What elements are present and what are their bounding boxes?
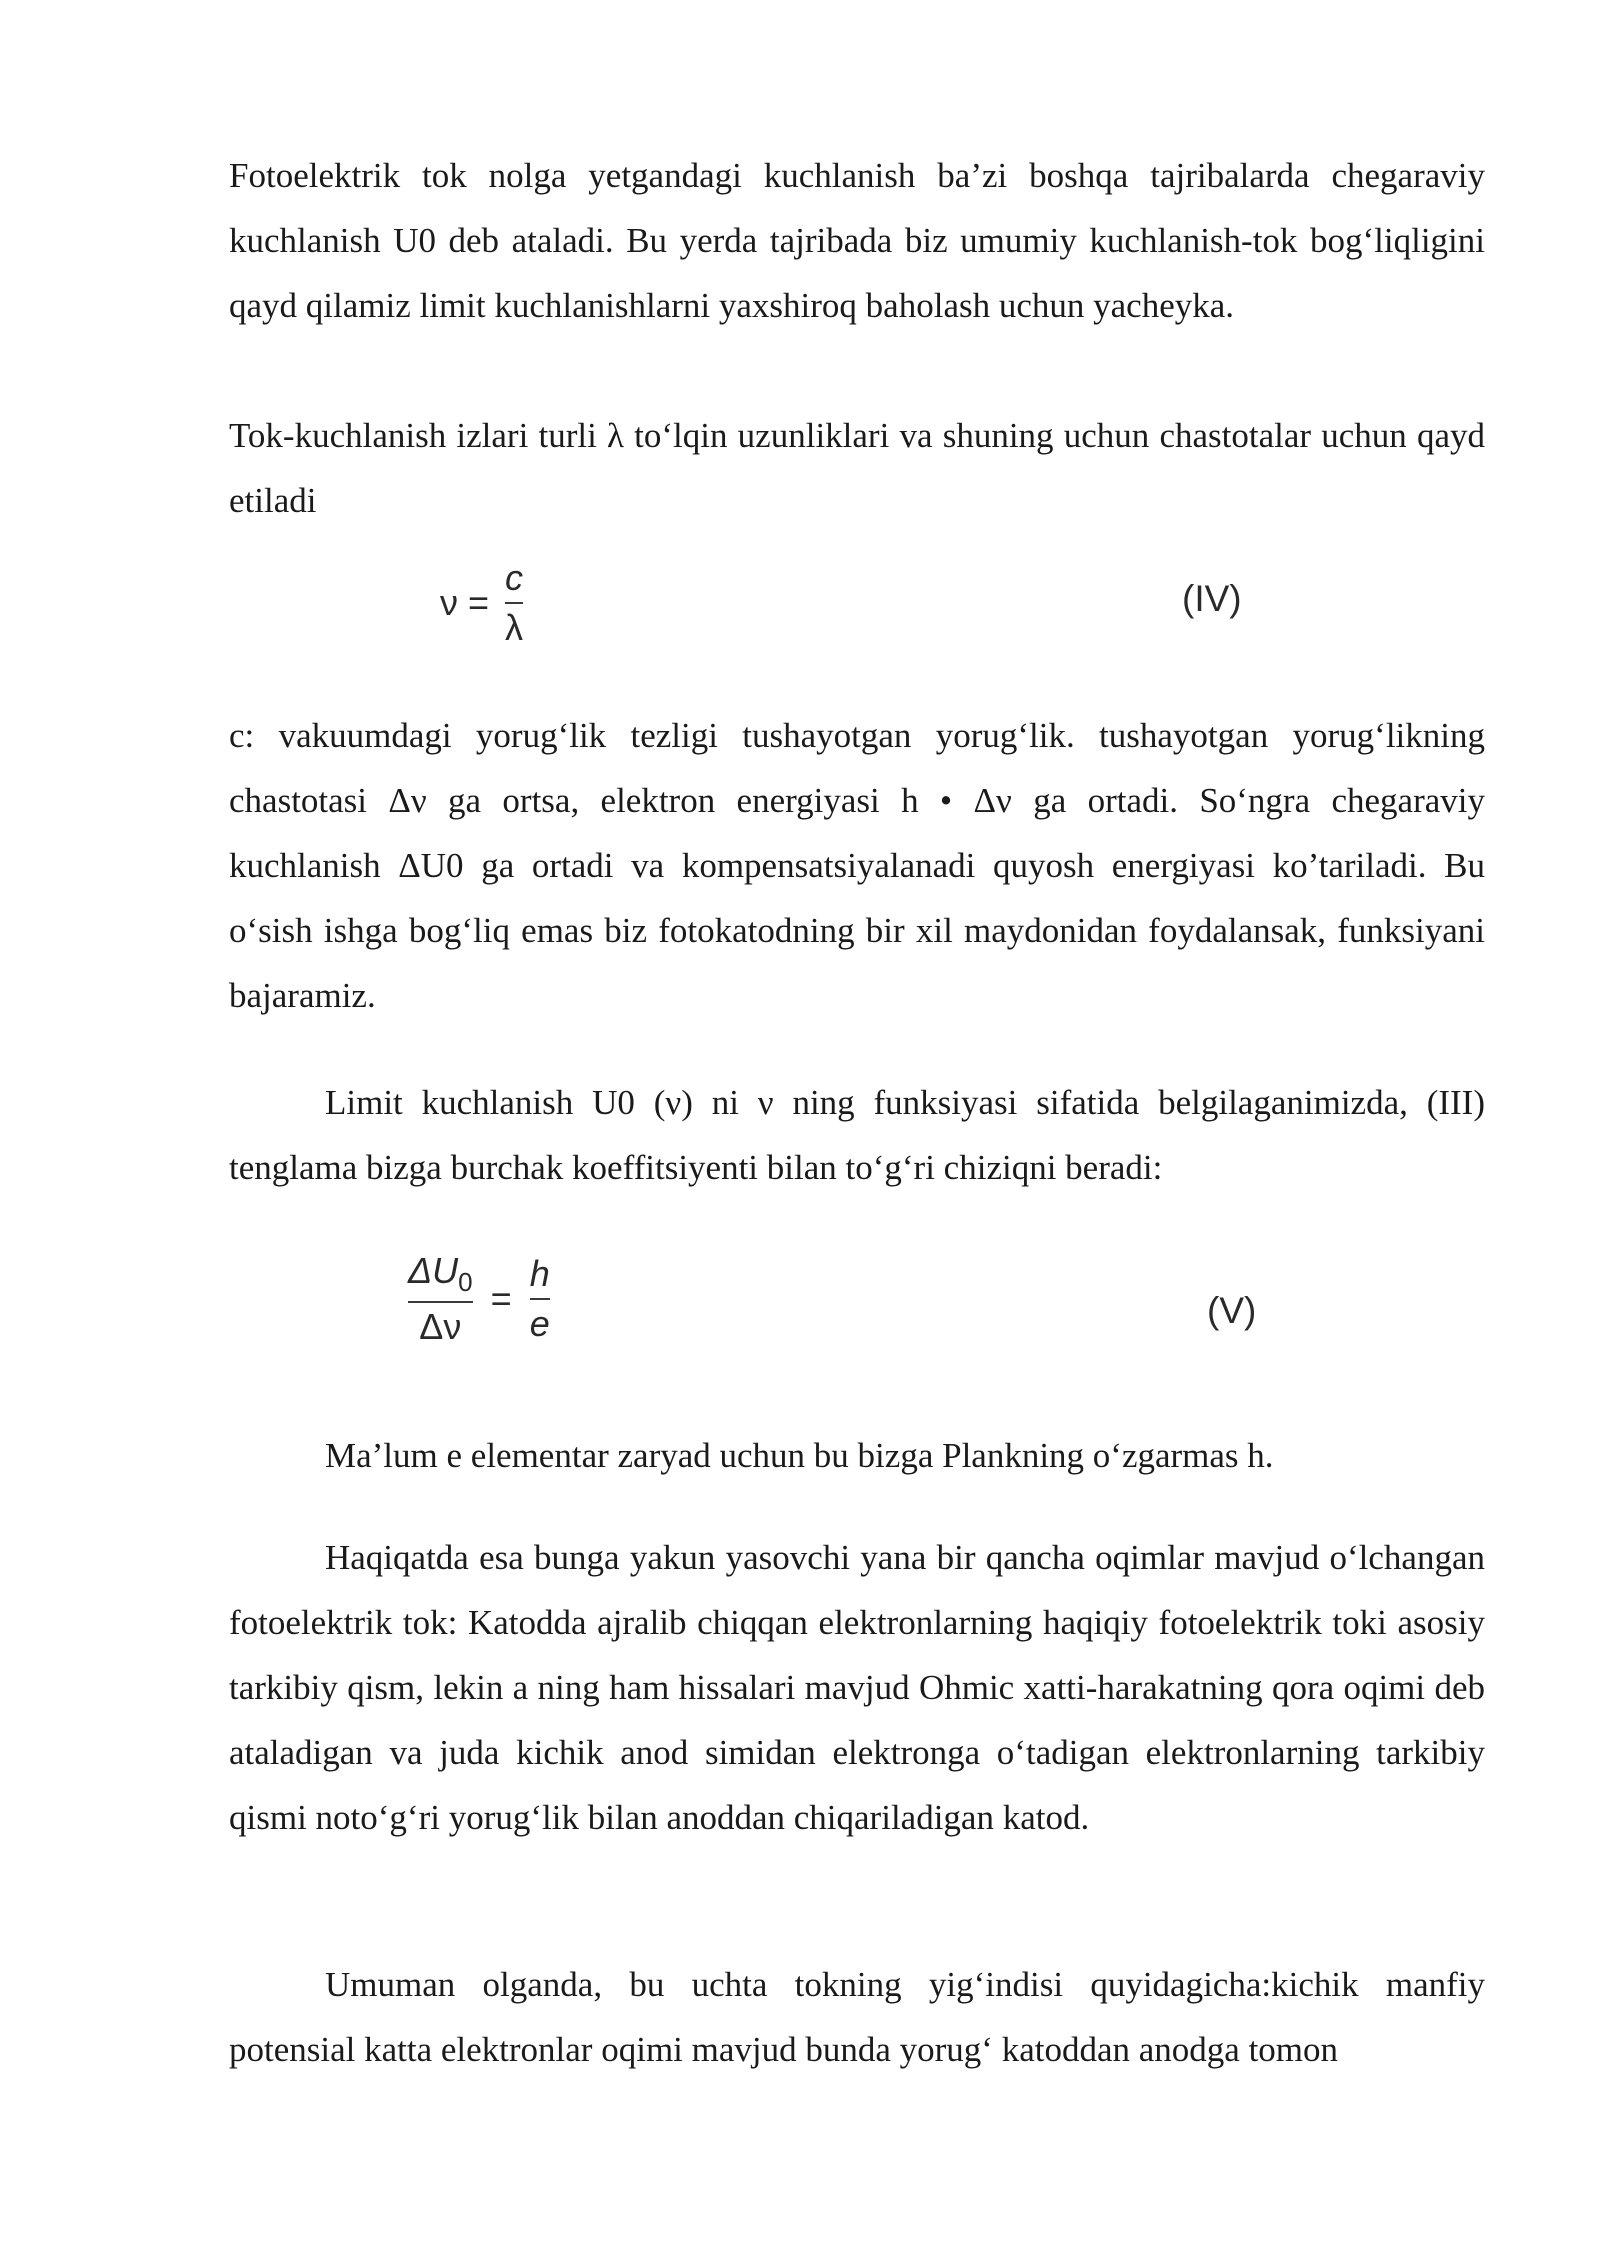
paragraph-traces: Tok-kuchlanish izlari turli λ to‘lqin uzunliklari va shuning uchun chastotalar uchun qayd etiladi	[229, 416, 1485, 520]
formula-iv-fraction	[505, 557, 524, 648]
paragraph-sum: Umuman olganda, bu uchta tokning yig‘indisi quyidagicha:kichik manfiy potensial katta elektronlar oqimi mavjud bunda yorug‘ katoddan anodga tomon	[229, 1965, 1485, 2069]
formula-iv-label: (IV)	[1182, 578, 1242, 619]
formula-v-rhs-numerator: h	[529, 1253, 550, 1295]
formula-v-lhs-denominator: Δν	[419, 1306, 462, 1348]
paragraph-vacuum-light: c: vakuumdagi yorug‘lik tezligi tushayotgan yorug‘lik. tushayotgan yorug‘likning chastotasi Δν ga ortsa, elektron energiyasi h • Δν ga ortadi. So‘ngra chegaraviy kuchlanish ΔU0 ga ortadi va kompensatsiyalanadi quyosh energiyasi ko’tariladi. Bu o‘sish ishga bog‘liq emas biz fotokatodning bir xil maydonidan foydalansak, funksiyani bajaramiz.	[229, 716, 1485, 1015]
paragraph-currents: Haqiqatda esa bunga yakun yasovchi yana bir qancha oqimlar mavjud o‘lchangan fotoelektrik tok: Katodda ajralib chiqqan elektronlarning haqiqiy fotoelektrik toki asosiy tarkibiy qism, lekin a ning ham hissalari mavjud Ohmic xatti-harakatning qora oqimi deb ataladigan va juda kichik anod simidan elektronga o‘tadigan elektronlarning tarkibiy qismi noto‘g‘ri yorug‘lik bilan anoddan chiqariladigan katod.	[229, 1538, 1485, 1837]
fraction-bar	[408, 1301, 473, 1303]
formula-v-lhs-numerator	[408, 1250, 473, 1298]
formula-iv-denominator: λ	[505, 607, 524, 648]
formula-v-lhs-fraction	[408, 1250, 473, 1348]
formula-v-rhs-fraction	[529, 1253, 550, 1345]
fraction-bar	[505, 602, 523, 604]
formula-iv-numerator: c	[505, 557, 524, 598]
formula-iv	[440, 557, 524, 648]
formula-v-label: (V)	[1207, 1290, 1257, 1331]
formula-v-delta-u: ΔU	[408, 1250, 459, 1291]
formula-v	[408, 1250, 550, 1348]
formula-iv-lhs: ν =	[440, 582, 490, 623]
formula-v-subscript: 0	[458, 1267, 473, 1298]
formula-v-equals: =	[490, 1278, 512, 1320]
paragraph-planck: Ma’lum e elementar zaryad uchun bu bizga Plankning o‘zgarmas h.	[325, 1436, 1274, 1475]
paragraph-intro: Fotoelektrik tok nolga yetgandagi kuchlanish ba’zi boshqa tajribalarda chegaraviy kuchlanish U0 deb ataladi. Bu yerda tajribada biz umumiy kuchlanish-tok bog‘liqligini qayd qilamiz limit kuchlanishlarni yaxshiroq baholash uchun yacheyka.	[229, 156, 1485, 325]
formula-v-rhs-denominator: e	[529, 1303, 550, 1345]
paragraph-limit-voltage: Limit kuchlanish U0 (ν) ni ν ning funksiyasi sifatida belgilaganimizda, (III) tenglama bizga burchak koeffitsiyenti bilan to‘g‘ri chiziqni beradi:	[229, 1083, 1485, 1187]
fraction-bar	[530, 1298, 550, 1300]
